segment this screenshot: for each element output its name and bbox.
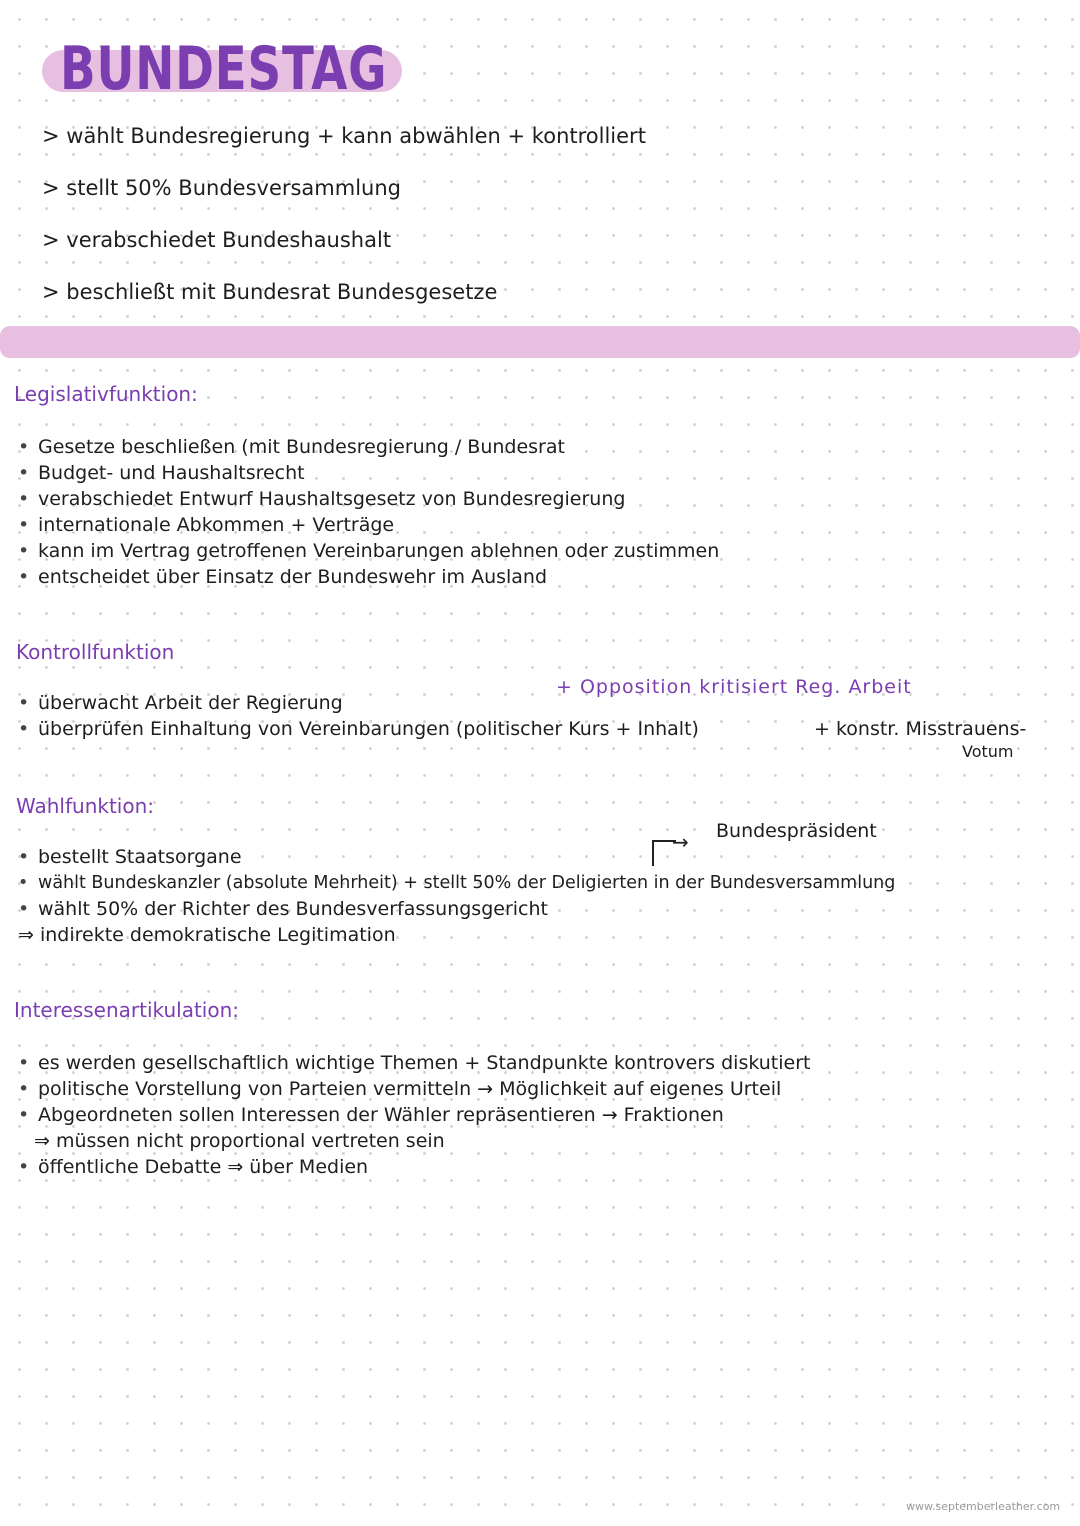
top-item: > beschließt mit Bundesrat Bundesgesetze [42, 280, 498, 304]
list-item: • verabschiedet Entwurf Haushaltsgesetz von Bundesregierung [18, 488, 626, 510]
list-item: • öffentliche Debatte ⇒ über Medien [18, 1156, 369, 1178]
legislativ-list [18, 434, 719, 590]
list-item-text: es werden gesellschaftlich wichtige Themen + Standpunkte kontrovers diskutiert [38, 1052, 811, 1074]
list-item-text: wählt 50% der Richter des Bundesverfassungsgericht [38, 898, 548, 920]
list-item-text: Budget- und Haushaltsrecht [38, 462, 305, 484]
top-item: > wählt Bundesregierung + kann abwählen + kontrolliert [42, 124, 646, 148]
list-item-text: internationale Abkommen + Verträge [38, 514, 395, 536]
arrow-right-icon: → [672, 830, 689, 854]
list-item: • kann im Vertrag getroffenen Vereinbarungen ablehnen oder zustimmen [18, 540, 720, 562]
list-item: • es werden gesellschaftlich wichtige Themen + Standpunkte kontrovers diskutiert [18, 1052, 811, 1074]
list-item-text: politische Vorstellung von Parteien vermitteln → Möglichkeit auf eigenes Urteil [38, 1078, 782, 1100]
list-item: • entscheidet über Einsatz der Bundeswehr im Ausland [18, 566, 548, 588]
page-title: BUNDESTAG [60, 34, 388, 104]
list-item: • wählt 50% der Richter des Bundesverfassungsgericht [18, 898, 548, 920]
list-item-text: Gesetze beschließen (mit Bundesregierung / Bundesrat [38, 436, 565, 458]
section-heading-legislativ: Legislativfunktion: [14, 382, 198, 406]
list-item: • internationale Abkommen + Verträge [18, 514, 395, 536]
list-item-text: Abgeordneten sollen Interessen der Wähler repräsentieren → Fraktionen [38, 1104, 724, 1126]
list-item: • politische Vorstellung von Parteien vermitteln → Möglichkeit auf eigenes Urteil [18, 1078, 782, 1100]
conclusion: ⇒ indirekte demokratische Legitimation [18, 924, 396, 946]
list-item-text: entscheidet über Einsatz der Bundeswehr im Ausland [38, 566, 548, 588]
section-heading-wahl: Wahlfunktion: [16, 794, 155, 818]
top-item: > stellt 50% Bundesversammlung [42, 176, 401, 200]
list-item: • Gesetze beschließen (mit Bundesregierung / Bundesrat [18, 436, 565, 458]
watermark: www.septemberleather.com [906, 1500, 1061, 1513]
top-item: > verabschiedet Bundeshaushalt [42, 228, 392, 252]
list-item: • Budget- und Haushaltsrecht [18, 462, 305, 484]
list-item: • bestellt Staatsorgane [18, 846, 242, 868]
list-item-text: öffentliche Debatte ⇒ über Medien [38, 1156, 369, 1178]
section-heading-kontroll: Kontrollfunktion [16, 640, 175, 664]
note-opposition: + Opposition kritisiert Reg. Arbeit [556, 676, 912, 698]
list-item-text: kann im Vertrag getroffenen Vereinbarungen ablehnen oder zustimmen [38, 540, 720, 562]
note-bundespraesident: Bundespräsident [716, 820, 877, 842]
section-divider-band [0, 326, 1080, 358]
list-item: • überprüfen Einhaltung von Vereinbarungen (politischer Kurs + Inhalt) [18, 718, 699, 740]
wahl-list [18, 844, 895, 948]
list-item: • wählt Bundeskanzler (absolute Mehrheit) + stellt 50% der Deligierten in der Bundesversammlung [18, 873, 896, 893]
list-item-text: wählt Bundeskanzler (absolute Mehrheit) + stellt 50% der Deligierten in der Bundesversammlung [38, 873, 896, 893]
sub-item: ⇒ müssen nicht proportional vertreten sein [34, 1130, 445, 1152]
list-item: • Abgeordneten sollen Interessen der Wähler repräsentieren → Fraktionen [18, 1104, 724, 1126]
list-item-text: überwacht Arbeit der Regierung [38, 692, 343, 714]
list-item-text: überprüfen Einhaltung von Vereinbarungen (politischer Kurs + Inhalt) [38, 718, 699, 740]
section-heading-interessen: Interessenartikulation: [14, 998, 240, 1022]
interessen-list [18, 1050, 811, 1180]
list-item: • überwacht Arbeit der Regierung [18, 692, 343, 714]
kontroll-list [18, 690, 699, 742]
note-misstrauensvotum: + konstr. Misstrauens- [814, 718, 1027, 740]
list-item-text: verabschiedet Entwurf Haushaltsgesetz von Bundesregierung [38, 488, 626, 510]
list-item-text: bestellt Staatsorgane [38, 846, 242, 868]
note-votum: Votum [962, 742, 1014, 761]
